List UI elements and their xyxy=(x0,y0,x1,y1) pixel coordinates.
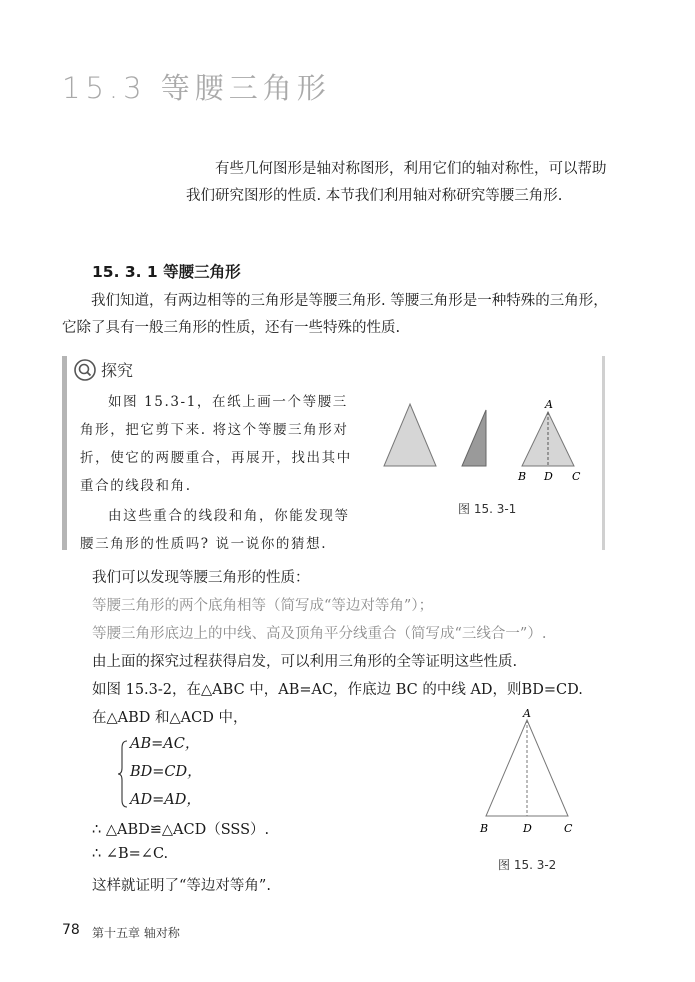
magnifier-icon xyxy=(74,359,96,381)
figure-15-3-1 xyxy=(380,398,590,488)
label-c: C xyxy=(572,470,581,483)
body-line-5: 如图 15.3-2，在△ABC 中，AB=AC，作底边 BC 的中线 AD，则BD=CD. xyxy=(92,682,583,698)
explore-left-bar xyxy=(62,356,67,550)
label-b: B xyxy=(518,470,527,483)
explore-paragraph-2: 由这些重合的线段和角，你能发现等腰三角形的性质吗? 说一说你的猜想. xyxy=(80,508,350,552)
body-line-1: 我们可以发现等腰三角形的性质： xyxy=(92,570,310,586)
label-b: B xyxy=(480,822,489,835)
folded-triangle xyxy=(462,410,486,466)
label-a: A xyxy=(523,708,531,720)
page-number: 78 xyxy=(62,922,80,938)
equation-1: AB=AC， xyxy=(130,736,200,752)
body-text xyxy=(92,564,612,732)
conclusion-congruent: ∴ △ABD≌△ACD（SSS）. xyxy=(92,822,270,838)
label-d: D xyxy=(544,470,553,483)
equation-3: AD=AD， xyxy=(130,792,201,808)
final-sentence: 这样就证明了“等边对等角”. xyxy=(92,878,271,894)
subsection-title: 15. 3. 1 等腰三角形 xyxy=(92,263,241,281)
property-three-lines: 等腰三角形底边上的中线、高及顶角平分线重合（简写成“三线合一”）. xyxy=(92,626,547,642)
label-d: D xyxy=(523,822,532,835)
equation-system xyxy=(130,730,202,814)
explore-text xyxy=(80,388,360,558)
figure-15-3-2 xyxy=(470,708,600,842)
explore-right-bar xyxy=(602,356,605,550)
label-c: C xyxy=(564,822,573,835)
equation-2: BD=CD， xyxy=(130,764,202,780)
body-line-6: 在△ABD 和△ACD 中， xyxy=(92,710,248,726)
label-a: A xyxy=(545,398,553,411)
chapter-footer: 第十五章 轴对称 xyxy=(92,926,180,940)
isosceles-triangle xyxy=(384,404,436,466)
explore-paragraph-1: 如图 15.3-1，在纸上画一个等腰三角形，把它剪下来. 将这个等腰三角形对折，使它的两腰重合，再展开，找出其中重合的线段和角. xyxy=(80,394,352,494)
intro-paragraph: 有些几何图形是轴对称图形，利用它们的轴对称性，可以帮助我们研究图形的性质. 本节我们利用轴对称研究等腰三角形. xyxy=(186,161,607,204)
figure-2-caption: 图 15. 3-2 xyxy=(498,858,557,872)
paragraph-definition: 我们知道，有两边相等的三角形是等腰三角形. 等腰三角形是一种特殊的三角形，它除了具有一般三角形的性质，还有一些特殊的性质. xyxy=(62,293,608,336)
section-title: 15.3 等腰三角形 xyxy=(62,71,331,105)
explore-label: 探究 xyxy=(101,361,134,380)
system-brace xyxy=(118,740,128,808)
property-base-angles: 等腰三角形的两个底角相等（简写成“等边对等角”）； xyxy=(92,598,434,614)
body-line-4: 由上面的探究过程获得启发，可以利用三角形的全等证明这些性质. xyxy=(92,654,518,670)
conclusion-angles: ∴ ∠B=∠C. xyxy=(92,846,169,862)
figure-1-caption: 图 15. 3-1 xyxy=(458,502,517,516)
